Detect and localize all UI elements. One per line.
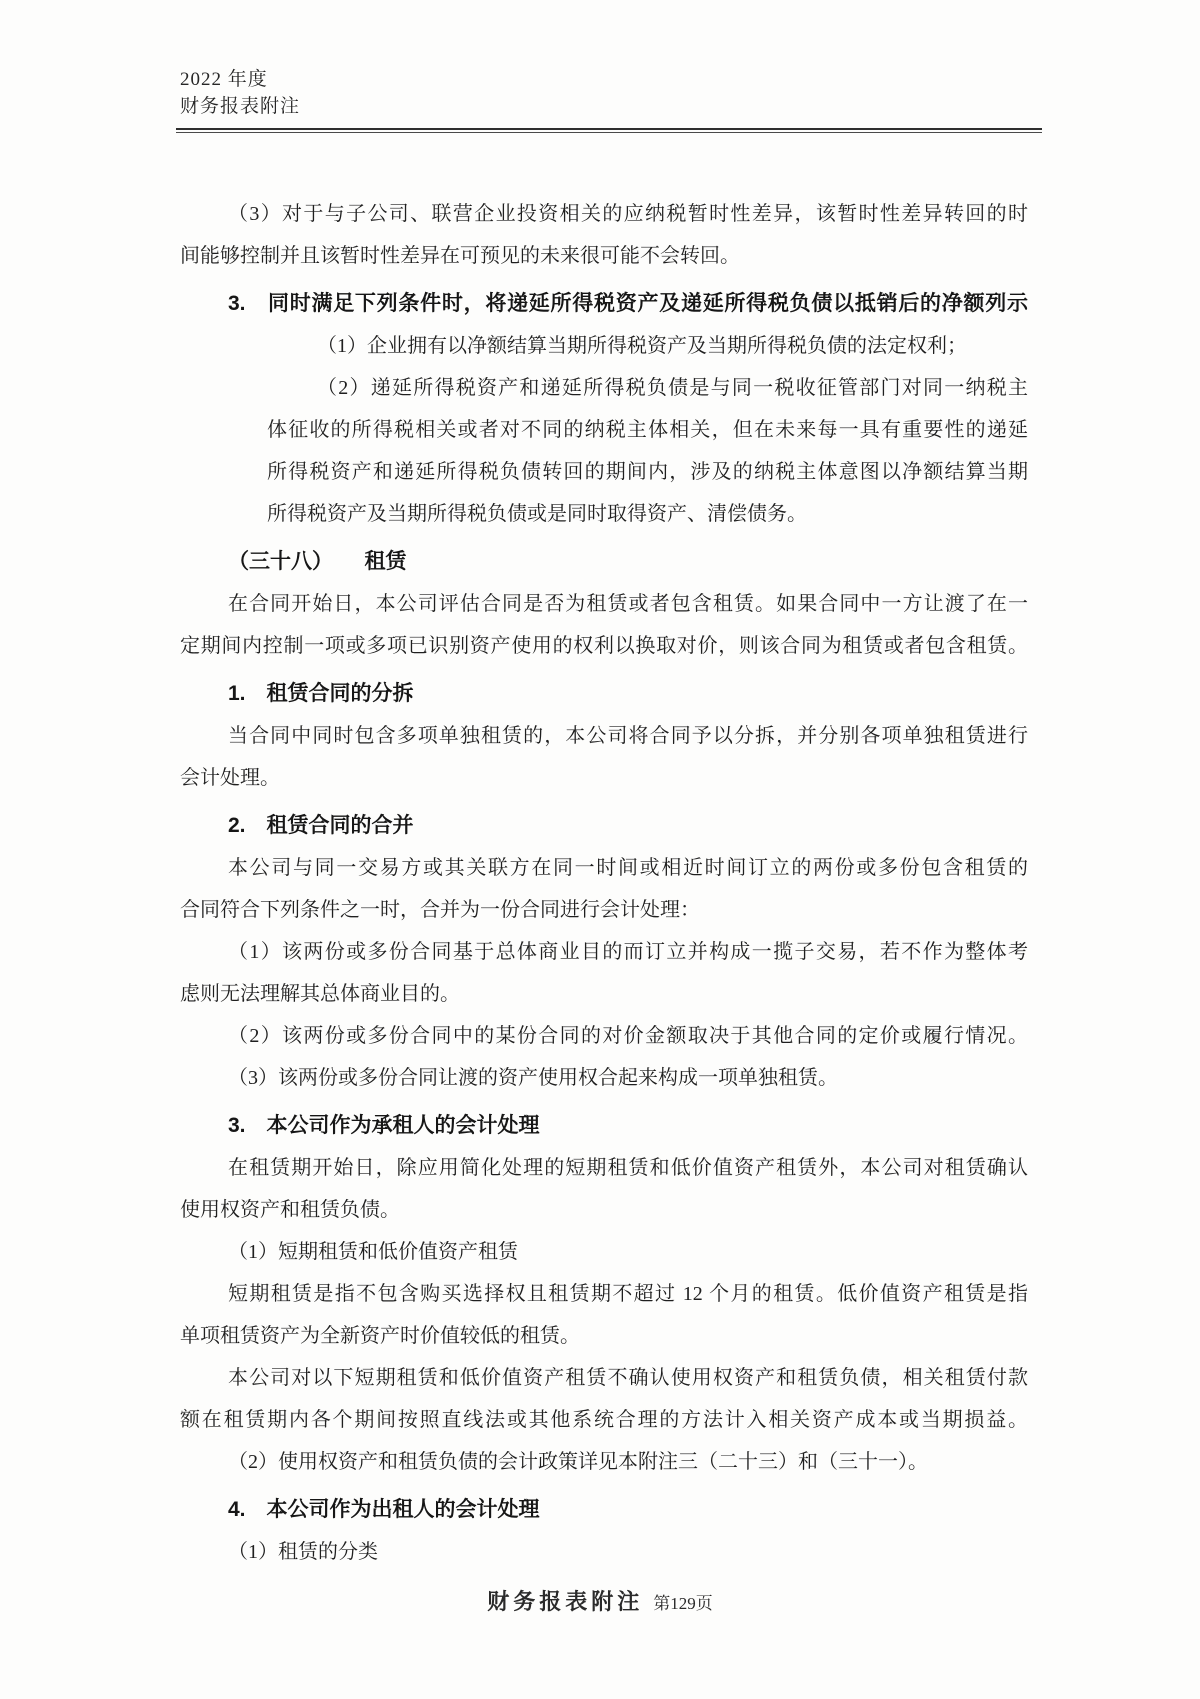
heading-line: 1. 租赁合同的分拆 — [228, 682, 414, 705]
text-line: （3）对于与子公司、联营企业投资相关的应纳税暂时性差异，该暂时性差异转回的时 — [228, 203, 1028, 225]
heading-line: 3. 同时满足下列条件时，将递延所得税资产及递延所得税负债以抵销后的净额列示 — [228, 292, 1028, 315]
heading-line: 3. 本公司作为承租人的会计处理 — [228, 1114, 540, 1137]
text-line: 体征收的所得税相关或者对不同的纳税主体相关，但在未来每一具有重要性的递延 — [267, 419, 1028, 441]
text-line: 本公司与同一交易方或其关联方在同一时间或相近时间订立的两份或多份包含租赁的 — [228, 857, 1028, 879]
text-line: 本公司对以下短期租赁和低价值资产租赁不确认使用权资产和租赁负债，相关租赁付款 — [228, 1367, 1028, 1389]
text-line: 在租赁期开始日，除应用简化处理的短期租赁和低价值资产租赁外，本公司对租赁确认 — [228, 1157, 1028, 1179]
heading-line: （三十八） 租赁 — [228, 550, 407, 573]
text-line: 额在租赁期内各个期间按照直线法或其他系统合理的方法计入相关资产成本或当期损益。 — [180, 1409, 1028, 1431]
text-line: 间能够控制并且该暂时性差异在可预见的未来很可能不会转回。 — [180, 245, 740, 267]
page-footer — [0, 1585, 1200, 1616]
text-line: （2）该两份或多份合同中的某份合同的对价金额取决于其他合同的定价或履行情况。 — [228, 1025, 1028, 1047]
heading-line: 4. 本公司作为出租人的会计处理 — [228, 1498, 540, 1521]
text-line: （3）该两份或多份合同让渡的资产使用权合起来构成一项单独租赁。 — [228, 1067, 838, 1089]
text-line: （2）递延所得税资产和递延所得税负债是与同一税收征管部门对同一纳税主 — [317, 377, 1028, 399]
text-line: 当合同中同时包含多项单独租赁的，本公司将合同予以分拆，并分别各项单独租赁进行 — [228, 725, 1028, 747]
header-year: 2022 年度 — [180, 69, 268, 90]
document-body — [180, 193, 1028, 1573]
footer-doc-title: 财务报表附注 — [487, 1589, 644, 1614]
header-rule — [176, 128, 1042, 133]
text-line: 会计处理。 — [180, 767, 280, 789]
text-line: （2）使用权资产和租赁负债的会计政策详见本附注三（二十三）和（三十一）。 — [228, 1451, 928, 1473]
text-line: 虑则无法理解其总体商业目的。 — [180, 983, 460, 1005]
text-line: （1）企业拥有以净额结算当期所得税资产及当期所得税负债的法定权利； — [317, 335, 967, 357]
text-line: 所得税资产及当期所得税负债或是同时取得资产、清偿债务。 — [267, 503, 807, 525]
text-line: 短期租赁是指不包含购买选择权且租赁期不超过 12 个月的租赁。低价值资产租赁是指 — [228, 1283, 1028, 1305]
text-line: （1）该两份或多份合同基于总体商业目的而订立并构成一揽子交易，若不作为整体考 — [228, 941, 1028, 963]
heading-line: 2. 租赁合同的合并 — [228, 814, 414, 837]
text-line: 单项租赁资产为全新资产时价值较低的租赁。 — [180, 1325, 580, 1347]
header-title: 财务报表附注 — [180, 96, 301, 117]
text-line: 在合同开始日，本公司评估合同是否为租赁或者包含租赁。如果合同中一方让渡了在一 — [228, 593, 1028, 615]
text-line: 定期间内控制一项或多项已识别资产使用的权利以换取对价，则该合同为租赁或者包含租赁。 — [180, 635, 1028, 657]
text-line: 使用权资产和租赁负债。 — [180, 1199, 400, 1221]
text-line: 所得税资产和递延所得税负债转回的期间内，涉及的纳税主体意图以净额结算当期 — [267, 461, 1028, 483]
text-line: （1）租赁的分类 — [228, 1541, 378, 1563]
text-line: 合同符合下列条件之一时，合并为一份合同进行会计处理： — [180, 899, 700, 921]
footer-page-number: 第129页 — [653, 1594, 713, 1613]
text-line: （1）短期租赁和低价值资产租赁 — [228, 1241, 518, 1263]
page-header — [0, 0, 1200, 120]
